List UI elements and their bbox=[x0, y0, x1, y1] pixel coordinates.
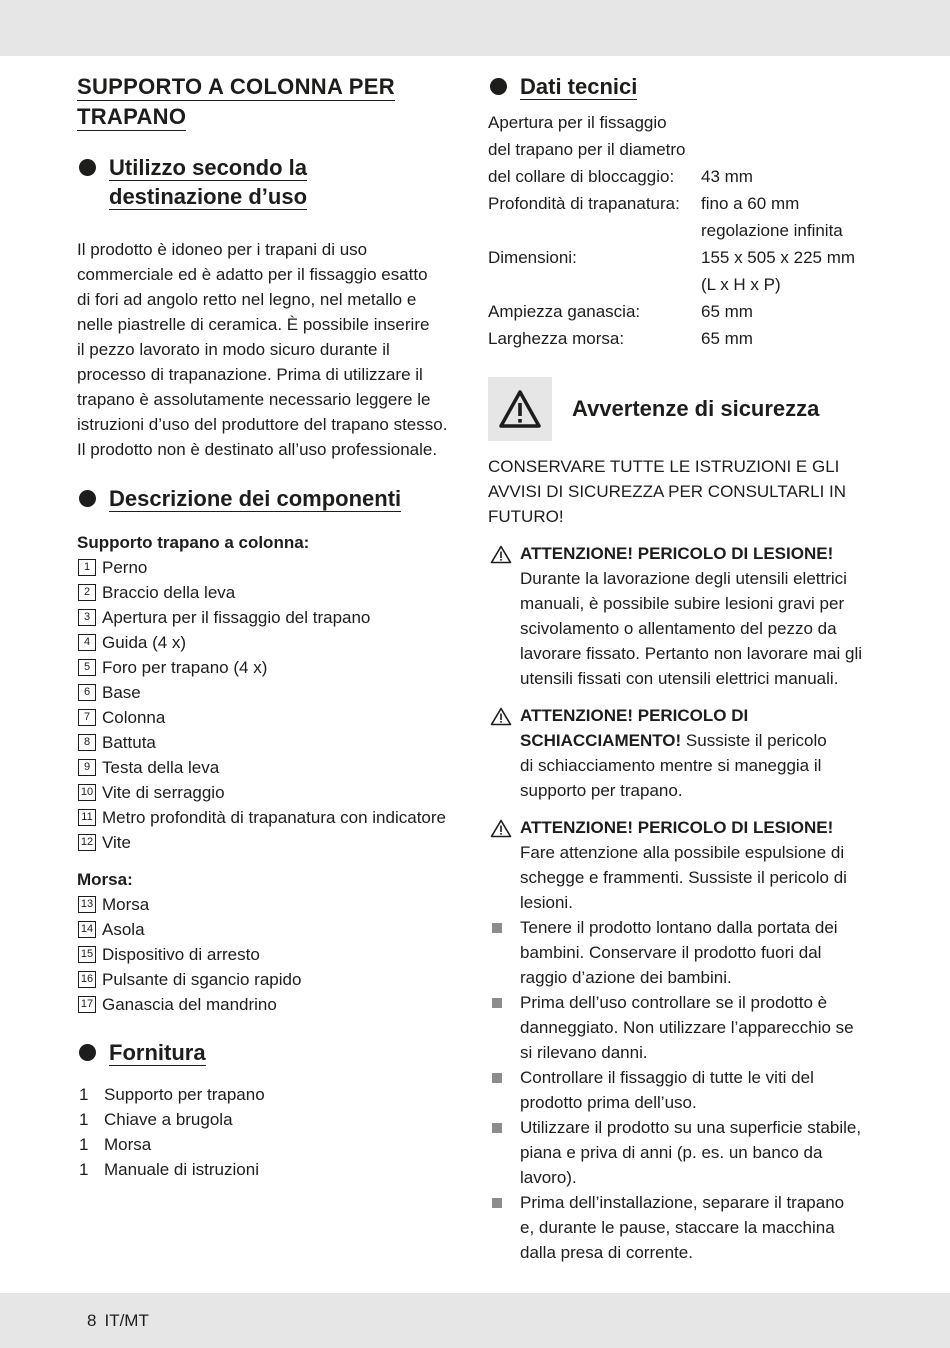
component-label: Base bbox=[102, 683, 141, 702]
supply-label: Manuale di istruzioni bbox=[104, 1160, 259, 1179]
text-line: danneggiato. Non utilizzare l’apparecchio se bbox=[520, 1018, 854, 1037]
number-box: 5 bbox=[78, 659, 96, 676]
quantity: 1 bbox=[79, 1085, 89, 1104]
component-label: Vite di serraggio bbox=[102, 783, 225, 802]
supply-label: Supporto per trapano bbox=[104, 1085, 265, 1104]
locale-code: IT/MT bbox=[104, 1311, 149, 1330]
component-label: Asola bbox=[102, 920, 145, 939]
text-line: lavoro). bbox=[520, 1168, 577, 1187]
component-label: Apertura per il fissaggio del trapano bbox=[102, 608, 371, 627]
usage-heading-line2: destinazione d’uso bbox=[109, 184, 308, 209]
number-box: 14 bbox=[78, 921, 96, 938]
list-item bbox=[77, 605, 467, 630]
square-bullet-icon bbox=[492, 998, 502, 1008]
text-line: scivolamento o allentamento del pezzo da bbox=[520, 619, 837, 638]
text-line: istruzioni d’uso del produttore del trapano stesso. bbox=[77, 415, 448, 434]
table-row bbox=[488, 190, 883, 217]
warning-triangle-icon bbox=[490, 707, 512, 726]
table-row bbox=[488, 163, 883, 190]
text-line: Il prodotto non è destinato all’uso professionale. bbox=[77, 440, 438, 459]
component-label: Testa della leva bbox=[102, 758, 220, 777]
quantity: 1 bbox=[79, 1135, 89, 1154]
warning-title: ATTENZIONE! PERICOLO DI bbox=[520, 706, 749, 725]
text-line: processo di trapanazione. Prima di utilizzare il bbox=[77, 365, 423, 384]
component-label: Guida (4 x) bbox=[102, 633, 187, 652]
text-line: trapano è assolutamente necessario leggere le bbox=[77, 390, 431, 409]
list-item bbox=[77, 1157, 467, 1182]
text-line: AVVISI DI SICUREZZA PER CONSULTARLI IN bbox=[488, 482, 847, 501]
tech-value: 43 mm bbox=[701, 167, 753, 186]
component-label: Morsa bbox=[102, 895, 150, 914]
list-item bbox=[77, 730, 467, 755]
page-footer bbox=[87, 1311, 149, 1331]
tech-value: fino a 60 mm bbox=[701, 194, 800, 213]
list-item bbox=[77, 555, 467, 580]
quantity: 1 bbox=[79, 1110, 89, 1129]
list-item bbox=[77, 705, 467, 730]
number-box: 7 bbox=[78, 709, 96, 726]
list-item bbox=[77, 992, 467, 1017]
component-label: Colonna bbox=[102, 708, 166, 727]
text-line: supporto per trapano. bbox=[520, 781, 683, 800]
component-label: Braccio della leva bbox=[102, 583, 236, 602]
tech-value: regolazione infinita bbox=[701, 221, 843, 240]
text-line: commerciale ed è adatto per il fissaggio esatto bbox=[77, 265, 428, 284]
right-column bbox=[488, 72, 883, 1265]
text-line: prodotto prima dell’uso. bbox=[520, 1093, 697, 1112]
table-row bbox=[488, 325, 883, 352]
text-line: Utilizzare il prodotto su una superficie stabile, bbox=[520, 1118, 862, 1137]
warning-title: ATTENZIONE! PERICOLO DI LESIONE! bbox=[520, 818, 834, 837]
list-item bbox=[77, 917, 467, 942]
table-row bbox=[488, 217, 883, 244]
page-title-line2: TRAPANO bbox=[77, 104, 187, 129]
list-item bbox=[77, 680, 467, 705]
components-heading bbox=[77, 484, 467, 513]
tech-label: Profondità di trapanatura: bbox=[488, 194, 680, 213]
tech-label: del trapano per il diametro bbox=[488, 140, 686, 159]
text-line: piana e priva di anni (p. es. un banco da bbox=[520, 1143, 823, 1162]
text-line: si rilevano danni. bbox=[520, 1043, 648, 1062]
stand-component-list bbox=[77, 555, 467, 855]
tech-heading bbox=[488, 72, 883, 101]
bullet-dot-icon bbox=[490, 78, 507, 95]
supply-label: Morsa bbox=[104, 1135, 152, 1154]
warning-box bbox=[488, 377, 552, 441]
text-line: lesioni. bbox=[520, 893, 573, 912]
page-title bbox=[77, 72, 467, 132]
square-bullet-icon bbox=[492, 1073, 502, 1083]
page-number: 8 bbox=[87, 1311, 97, 1330]
text-line: manuali, è possibile subire lesioni gravi per bbox=[520, 594, 845, 613]
quantity: 1 bbox=[79, 1160, 89, 1179]
table-row bbox=[488, 298, 883, 325]
text-line: utensili fissati con utensili elettrici manuali. bbox=[520, 669, 839, 688]
components-heading-text: Descrizione dei componenti bbox=[109, 486, 402, 511]
number-box: 10 bbox=[78, 784, 96, 801]
tech-value: 155 x 505 x 225 mm bbox=[701, 248, 856, 267]
list-item bbox=[77, 655, 467, 680]
component-label: Pulsante di sgancio rapido bbox=[102, 970, 302, 989]
square-bullet-icon bbox=[492, 923, 502, 933]
usage-paragraph bbox=[77, 237, 467, 462]
tech-label: Ampiezza ganascia: bbox=[488, 302, 641, 321]
list-item bbox=[488, 915, 883, 990]
number-box: 1 bbox=[78, 559, 96, 576]
number-box: 8 bbox=[78, 734, 96, 751]
list-item bbox=[488, 990, 883, 1065]
number-box: 13 bbox=[78, 896, 96, 913]
left-column bbox=[77, 72, 467, 1182]
component-label: Metro profondità di trapanatura con indicatore bbox=[102, 808, 446, 827]
component-label: Vite bbox=[102, 833, 131, 852]
table-row bbox=[488, 136, 883, 163]
list-item bbox=[77, 630, 467, 655]
component-label: Ganascia del mandrino bbox=[102, 995, 277, 1014]
page-title-line1: SUPPORTO A COLONNA PER bbox=[77, 74, 395, 99]
safety-heading bbox=[488, 377, 883, 441]
vise-component-list bbox=[77, 892, 467, 1017]
component-label: Perno bbox=[102, 558, 148, 577]
number-box: 12 bbox=[78, 834, 96, 851]
text-fragment: Sussiste il pericolo bbox=[681, 731, 827, 750]
table-row bbox=[488, 244, 883, 271]
stand-subheading: Supporto trapano a colonna: bbox=[77, 533, 310, 552]
list-item bbox=[77, 942, 467, 967]
tech-label: del collare di bloccaggio: bbox=[488, 167, 675, 186]
text-line: raggio d’azione dei bambini. bbox=[520, 968, 732, 987]
warning-injury-1 bbox=[488, 541, 883, 691]
number-box: 15 bbox=[78, 946, 96, 963]
list-item bbox=[77, 1107, 467, 1132]
text-line: lavorare fissato. Pertanto non lavorare mai gli bbox=[520, 644, 863, 663]
text-line: bambini. Conservare il prodotto fuori dal bbox=[520, 943, 822, 962]
table-row bbox=[488, 109, 883, 136]
supply-heading-text: Fornitura bbox=[109, 1040, 206, 1065]
warning-crushing bbox=[488, 703, 883, 803]
component-label: Battuta bbox=[102, 733, 156, 752]
square-bullet-icon bbox=[492, 1198, 502, 1208]
list-item bbox=[77, 755, 467, 780]
text-line: e, durante le pause, staccare la macchina bbox=[520, 1218, 835, 1237]
list-item bbox=[77, 830, 467, 855]
component-label: Foro per trapano (4 x) bbox=[102, 658, 268, 677]
text-line: Il prodotto è idoneo per i trapani di uso bbox=[77, 240, 368, 259]
text-line: schegge e frammenti. Sussiste il pericolo di bbox=[520, 868, 847, 887]
number-box: 4 bbox=[78, 634, 96, 651]
text-line: Tenere il prodotto lontano dalla portata dei bbox=[520, 918, 838, 937]
list-item bbox=[77, 580, 467, 605]
safety-heading-text: Avvertenze di sicurezza bbox=[572, 396, 820, 421]
list-item bbox=[77, 780, 467, 805]
number-box: 9 bbox=[78, 759, 96, 776]
text-line: CONSERVARE TUTTE LE ISTRUZIONI E GLI bbox=[488, 457, 840, 476]
tech-label bbox=[488, 271, 701, 298]
number-box: 2 bbox=[78, 584, 96, 601]
text-line: FUTURO! bbox=[488, 507, 564, 526]
bullet-dot-icon bbox=[79, 1044, 96, 1061]
text-line: di fori ad angolo retto nel legno, nel metallo e bbox=[77, 290, 417, 309]
text-line: Durante la lavorazione degli utensili elettrici bbox=[520, 569, 847, 588]
list-item bbox=[77, 1132, 467, 1157]
tech-label bbox=[488, 217, 701, 244]
safety-bullet-list bbox=[488, 915, 883, 1265]
warning-triangle-icon bbox=[498, 389, 542, 429]
list-item bbox=[488, 1065, 883, 1115]
square-bullet-icon bbox=[492, 1123, 502, 1133]
tech-label: Dimensioni: bbox=[488, 248, 577, 267]
bullet-dot-icon bbox=[79, 159, 96, 176]
number-box: 11 bbox=[78, 809, 96, 826]
bullet-dot-icon bbox=[79, 490, 96, 507]
text-line: di schiacciamento mentre si maneggia il bbox=[520, 756, 822, 775]
warning-title: ATTENZIONE! PERICOLO DI LESIONE! bbox=[520, 544, 834, 563]
list-item bbox=[77, 1082, 467, 1107]
number-box: 6 bbox=[78, 684, 96, 701]
list-item bbox=[77, 967, 467, 992]
warning-triangle-icon bbox=[490, 819, 512, 838]
tech-value: 65 mm bbox=[701, 329, 753, 348]
text-line: dalla presa di corrente. bbox=[520, 1243, 693, 1262]
list-item bbox=[77, 805, 467, 830]
component-label: Dispositivo di arresto bbox=[102, 945, 260, 964]
vise-subheading: Morsa: bbox=[77, 870, 133, 889]
tech-value: (L x H x P) bbox=[701, 275, 781, 294]
tech-label: Larghezza morsa: bbox=[488, 329, 625, 348]
text-line: Prima dell’uso controllare se il prodotto è bbox=[520, 993, 828, 1012]
warning-triangle-icon bbox=[490, 545, 512, 564]
text-line: nelle piastrelle di ceramica. È possibile inserire bbox=[77, 315, 430, 334]
tech-heading-text: Dati tecnici bbox=[520, 74, 638, 99]
text-line: Controllare il fissaggio di tutte le viti del bbox=[520, 1068, 814, 1087]
text-line: Fare attenzione alla possibile espulsione di bbox=[520, 843, 845, 862]
tech-table bbox=[488, 109, 883, 352]
number-box: 3 bbox=[78, 609, 96, 626]
text-line: il pezzo lavorato in modo sicuro durante il bbox=[77, 340, 390, 359]
list-item bbox=[488, 1190, 883, 1265]
usage-heading bbox=[77, 153, 467, 211]
supply-label: Chiave a brugola bbox=[104, 1110, 233, 1129]
number-box: 16 bbox=[78, 971, 96, 988]
tech-value: 65 mm bbox=[701, 302, 753, 321]
usage-heading-line1: Utilizzo secondo la bbox=[109, 155, 308, 180]
warning-injury-2 bbox=[488, 815, 883, 915]
list-item bbox=[488, 1115, 883, 1190]
supply-heading bbox=[77, 1038, 467, 1067]
table-row bbox=[488, 271, 883, 298]
safety-intro bbox=[488, 454, 883, 529]
top-band bbox=[0, 0, 950, 56]
list-item bbox=[77, 892, 467, 917]
supply-list bbox=[77, 1082, 467, 1182]
text-line: Prima dell’installazione, separare il trapano bbox=[520, 1193, 845, 1212]
tech-label: Apertura per il fissaggio bbox=[488, 113, 667, 132]
warning-title: SCHIACCIAMENTO! bbox=[520, 731, 682, 750]
number-box: 17 bbox=[78, 996, 96, 1013]
